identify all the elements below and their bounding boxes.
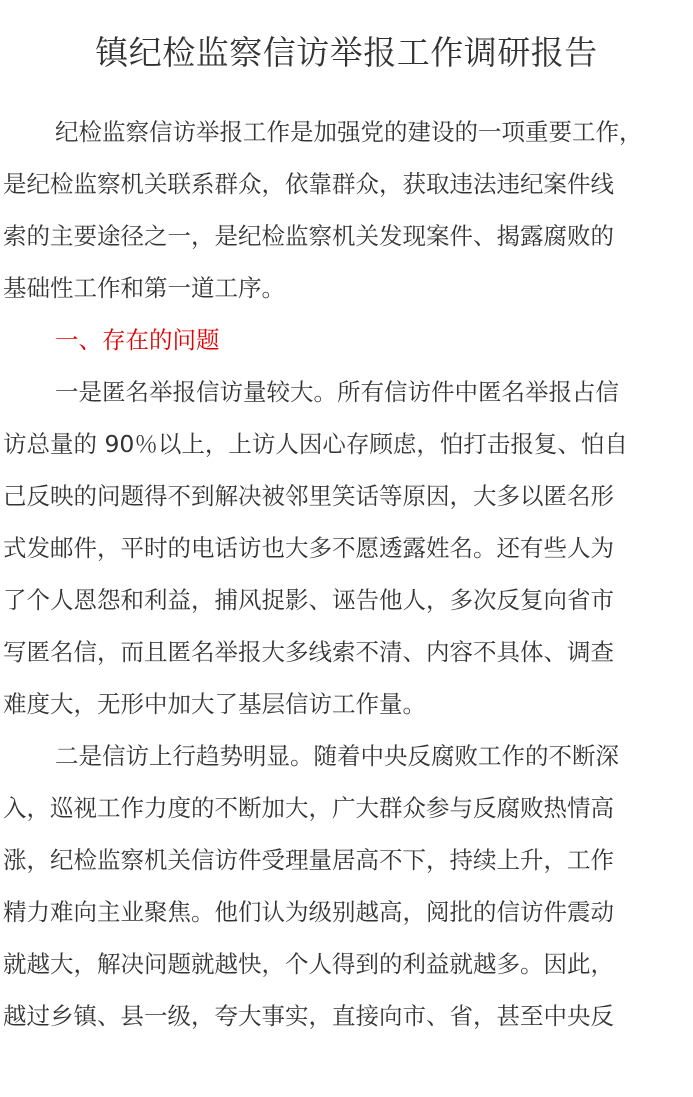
text-line: 纪检监察信访举报工作是加强党的建设的一项重要工作，	[55, 118, 643, 146]
text-line: 己反映的问题得不到解决被邻里笑话等原因，大多以匿名形	[3, 482, 614, 510]
text-line: 越过乡镇、县一级，夸大事实，直接向市、省，甚至中央反	[3, 1002, 614, 1030]
text-line: 基础性工作和第一道工序。	[3, 274, 285, 302]
document-title: 镇纪检监察信访举报工作调研报告	[95, 33, 598, 72]
text-line: 一是匿名举报信访量较大。所有信访件中匿名举报占信	[55, 378, 619, 406]
text-line: 是纪检监察机关联系群众，依靠群众，获取违法违纪案件线	[3, 170, 614, 198]
text-line: 入，巡视工作力度的不断加大，广大群众参与反腐败热情高	[3, 794, 614, 822]
paragraph-anonymous-reports	[3, 366, 693, 730]
text-line: 索的主要途径之一，是纪检监察机关发现案件、揭露腐败的	[3, 222, 614, 250]
text-line: 二是信访上行趋势明显。随着中央反腐败工作的不断深	[55, 742, 619, 770]
text-line: 访总量的 90％以上，上访人因心存顾虑，怕打击报复、怕自	[3, 430, 628, 458]
text-line: 式发邮件，平时的电话访也大多不愿透露姓名。还有些人为	[3, 534, 614, 562]
section-heading	[3, 314, 693, 366]
section-heading-text: 一、存在的问题	[55, 326, 220, 354]
text-line: 就越大，解决问题就越快，个人得到的利益就越多。因此，	[3, 950, 614, 978]
text-line: 写匿名信，而且匿名举报大多线索不清、内容不具体、调查	[3, 638, 614, 666]
paragraph-upward-trend	[3, 730, 693, 1042]
text-line: 了个人恩怨和利益，捕风捉影、诬告他人，多次反复向省市	[3, 586, 614, 614]
paragraph-intro	[3, 106, 693, 314]
document-body	[3, 106, 693, 1042]
text-line: 精力难向主业聚焦。他们认为级别越高，阅批的信访件震动	[3, 898, 614, 926]
text-line: 涨，纪检监察机关信访件受理量居高不下，持续上升，工作	[3, 846, 614, 874]
text-line: 难度大，无形中加大了基层信访工作量。	[3, 690, 426, 718]
